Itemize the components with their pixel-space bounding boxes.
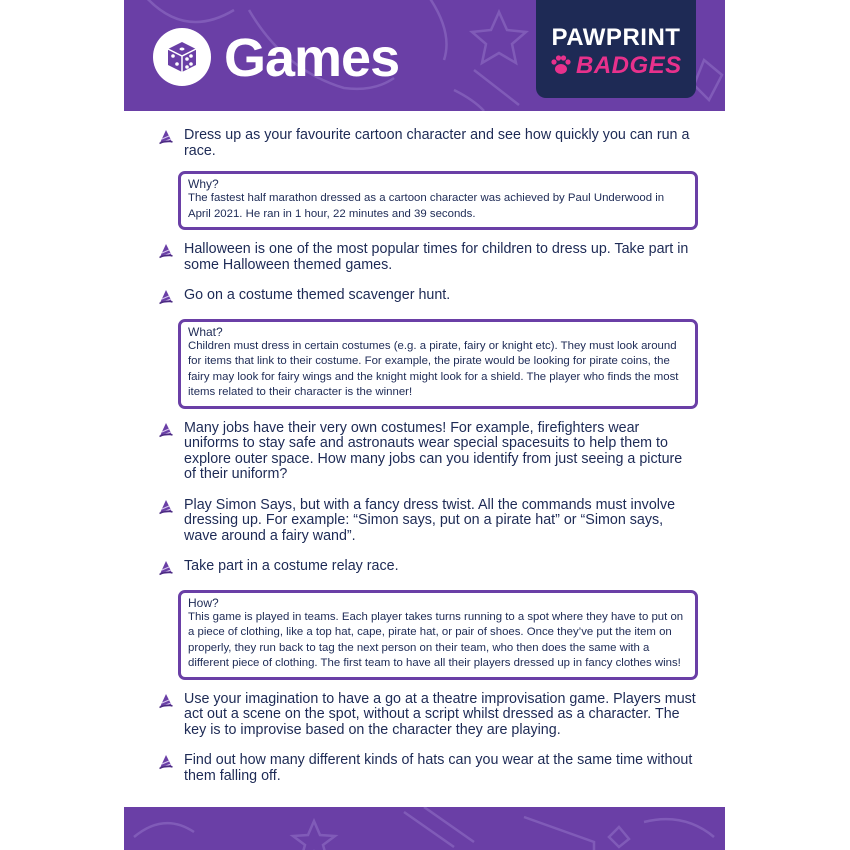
brand-logo-top: PAWPRINT xyxy=(551,24,681,51)
info-box-title: How? xyxy=(188,595,219,610)
brand-logo-bottom xyxy=(550,52,690,80)
list-item: Halloween is one of the most popular times for children to dress up. Take part in some Halloween themed games. xyxy=(158,242,698,273)
party-hat-icon xyxy=(158,422,174,438)
info-box-why xyxy=(178,171,698,230)
page xyxy=(124,0,725,850)
list-item: Take part in a costume relay race. xyxy=(158,559,698,575)
list-item: Use your imagination to have a go at a theatre improvisation game. Players must act out a scene on the spot, without a script whilst dressed as a character. The key is to improvise based on the character they are playing. xyxy=(158,692,698,739)
list-item: Many jobs have their very own costumes! For example, firefighters wear uniforms to stay safe and astronauts wear special spacesuits to help them to explore outer space. How many jobs can you identify from just seeing a picture of their uniform? xyxy=(158,421,698,483)
party-hat-icon xyxy=(158,499,174,515)
info-box-text: Children must dress in certain costumes (e.g. a pirate, fairy or knight etc). They must look around for items that link to their costume. For example, the pirate would be looking for pirate coins, the fairy may look for fairy wings and the knight might look for a shield. The player who finds the most items related to their character is the winner! xyxy=(188,339,679,398)
info-box-title: Why? xyxy=(188,177,219,191)
brand-logo xyxy=(536,0,696,98)
list-item: Find out how many different kinds of hats can you wear at the same time without them falling off. xyxy=(158,753,698,784)
activity-list xyxy=(158,128,698,784)
paw-icon xyxy=(550,54,572,76)
footer-banner xyxy=(124,807,725,850)
party-hat-icon xyxy=(158,693,174,709)
info-box-how xyxy=(178,590,698,680)
party-hat-icon xyxy=(158,289,174,305)
header-banner xyxy=(124,0,725,111)
party-hat-icon xyxy=(158,129,174,145)
list-item: Play Simon Says, but with a fancy dress twist. All the commands must involve dressing up. For example: “Simon says, put on a pirate hat” or “Simon says, wave around a fairy wand”. xyxy=(158,498,698,545)
info-box-what xyxy=(178,319,698,409)
dice-icon xyxy=(165,40,199,74)
party-hat-icon xyxy=(158,754,174,770)
info-box-text: This game is played in teams. Each player takes turns running to a spot where they have to put on a piece of clothing, like a top hat, cape, pirate hat, or pair of shoes. Once they’ve put the item on properly, they run back to tag the next person on their team, who then does the same with a different piece of clothing. The first team to have all their players dressed up in fancy clothes wins! xyxy=(188,610,684,669)
page-title: Games xyxy=(224,28,400,88)
list-item: Go on a costume themed scavenger hunt. xyxy=(158,288,698,304)
list-item: Dress up as your favourite cartoon character and see how quickly you can run a race. xyxy=(158,128,698,159)
party-hat-icon xyxy=(158,560,174,576)
info-box-title: What? xyxy=(188,324,223,339)
brand-logo-bottom-text: BADGES xyxy=(576,52,682,79)
info-box-text: The fastest half marathon dressed as a cartoon character was achieved by Paul Underwood in April 2021. He ran in 1 hour, 22 minutes and 39 seconds. xyxy=(188,192,665,220)
dice-icon-circle xyxy=(153,28,211,86)
decorative-pattern xyxy=(124,807,725,850)
party-hat-icon xyxy=(158,243,174,259)
